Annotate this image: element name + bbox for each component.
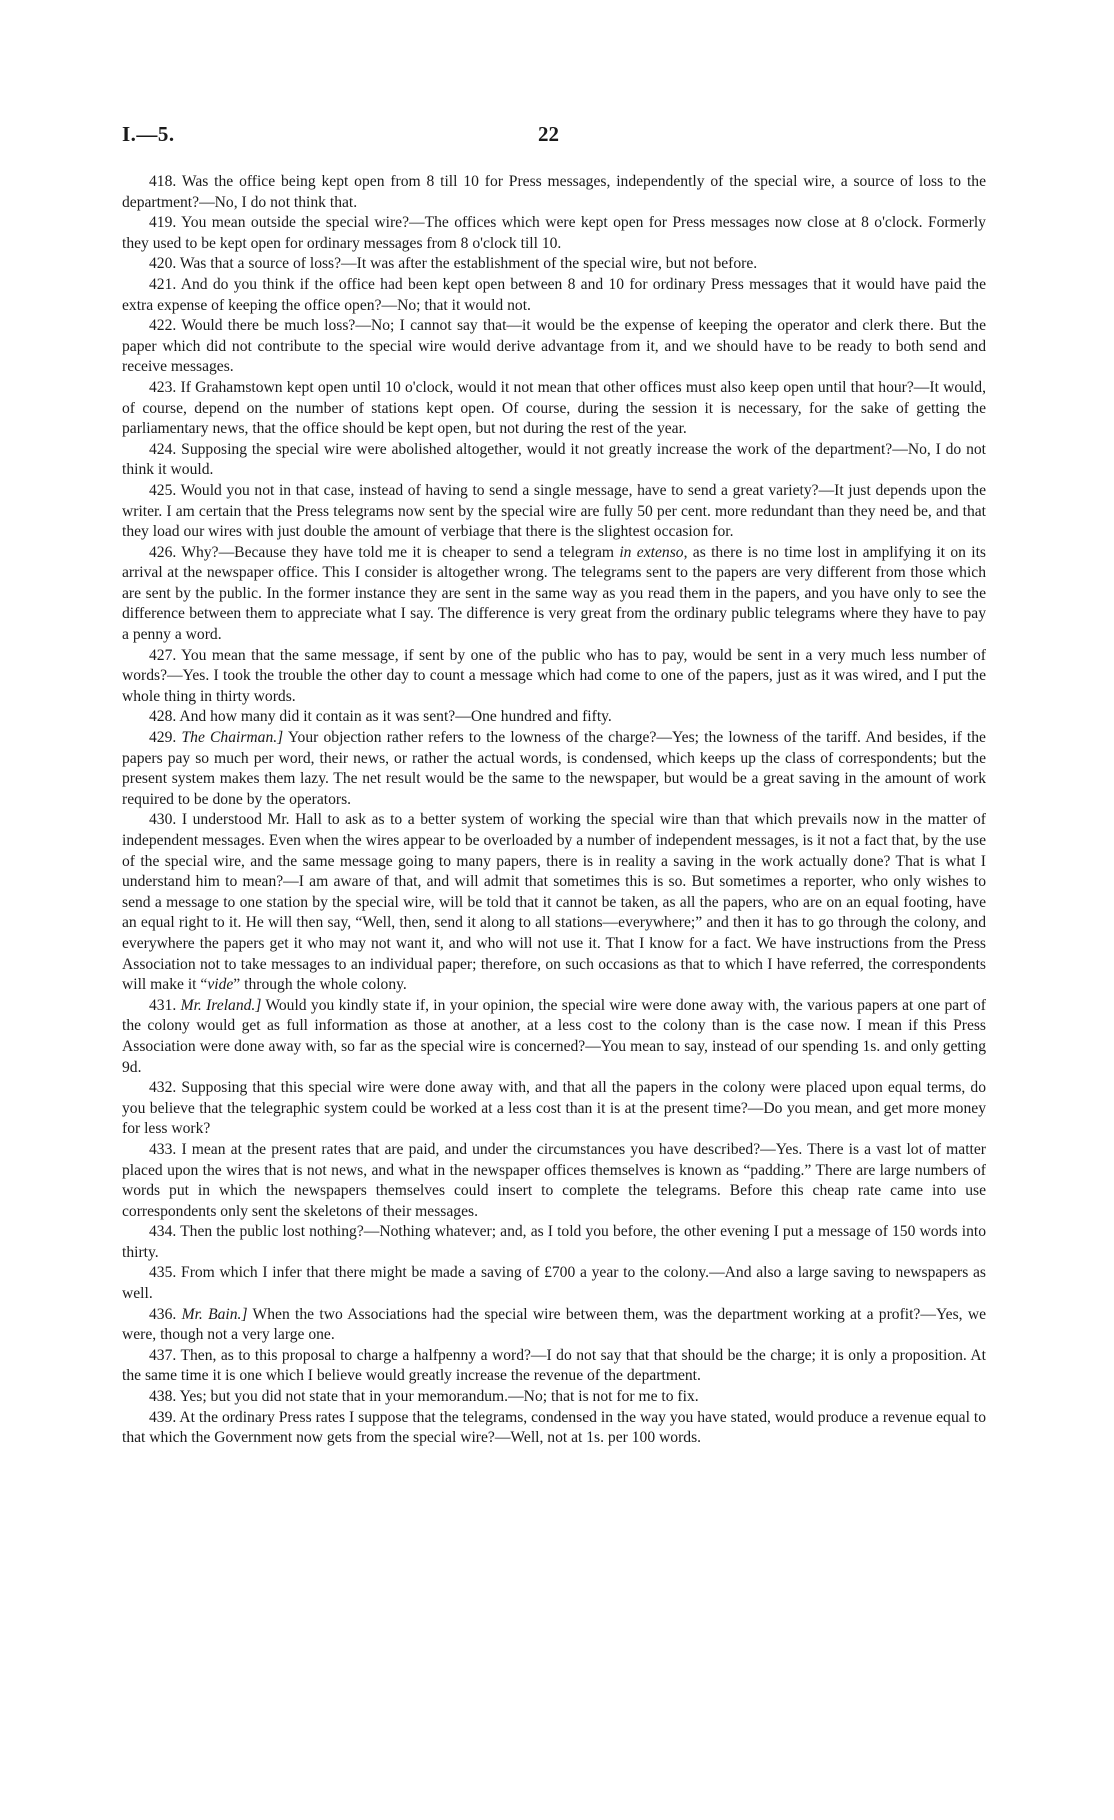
paragraph-433	[122, 1140, 986, 1222]
question-number: 427.	[149, 646, 177, 664]
question-number: 421.	[149, 275, 177, 293]
paragraph-431	[122, 996, 986, 1078]
question-number: 435.	[149, 1264, 177, 1282]
paragraph-text: At the ordinary Press rates I suppose that the telegrams, condensed in the way you have stated, would produce a revenue equal to that which the Government now gets from the special wire?—Well, not at 1s. per 100 words.	[122, 1408, 986, 1447]
paragraph-420	[122, 254, 986, 275]
question-number: 419.	[149, 214, 177, 232]
paragraph-text: , as there is no time lost in amplifying it on its arrival at the newspaper office. This I consider is altogether wrong. The telegrams sent to the papers are very different from those which are sent by the public. In the former instance they are sent in the same way as you read them in the papers, and you have only to see the difference between them to appreciate what I say. The difference is very great from the ordinary public telegrams where they have to pay a penny a word.	[122, 543, 986, 644]
paragraph-text: Would there be much loss?—No; I cannot say that—it would be the expense of keeping the operator and clerk there. But the paper which did not contribute to the special wire would derive advantage from it, and we should have to be ready to both send and receive messages.	[122, 317, 986, 376]
paragraph-429	[122, 728, 986, 810]
question-number: 434.	[149, 1223, 177, 1241]
paragraph-text: I understood Mr. Hall to ask as to a better system of working the special wire than that which prevails now in the matter of independent messages. Even when the wires appear to be overloaded by a number of independent messages, is it not a fact that, by the use of the special wire, and the same message going to many papers, there is in reality a saving in the work actually done? That is what I understand him to mean?—I am aware of that, and will admit that sometimes this is so. But sometimes a reporter, who only wishes to send a message to one station by the special wire, will be told that it cannot be taken, as all the papers, who are on an equal footing, have an equal right to it. He will then say, “Well, then, send it along to all stations—everywhere;” and then it has to go through the colony, and everywhere the papers get it who may not want it, and who will not use it. That I know for a fact. We have instructions from the Press Association not to take messages to an individual paper; therefore, on such occasions as that to which I have referred, the correspondents will make it “	[122, 811, 986, 994]
question-number: 430.	[149, 811, 177, 829]
paragraph-text: When the two Associations had the special wire between them, was the department working at a profit?—Yes, we were, though not a very large one.	[122, 1305, 986, 1344]
italic-phrase: vide	[207, 976, 234, 994]
paragraph-422	[122, 316, 986, 378]
paragraph-439	[122, 1408, 986, 1449]
paragraph-419	[122, 213, 986, 254]
question-number: 438.	[149, 1388, 177, 1406]
question-number: 423.	[149, 378, 177, 396]
paragraph-text: You mean outside the special wire?—The offices which were kept open for Press messages now close at 8 o'clock. Formerly they used to be kept open for ordinary messages from 8 o'clock till 10.	[122, 214, 986, 252]
paragraph-423	[122, 378, 986, 440]
speaker-name: Mr. Bain.]	[181, 1305, 248, 1323]
paragraph-418	[122, 172, 986, 213]
question-number: 428.	[149, 708, 177, 726]
paragraph-text: Would you kindly state if, in your opinion, the special wire were done away with, the various papers at one part of the colony would get as full information as those at another, at a less cost to the colony than is the case now. I mean if this Press Association were done away with, so far as the special wire is concerned?—You mean to say, instead of our spending 1s. and only getting 9d.	[122, 996, 986, 1076]
speaker-name: The Chairman.]	[181, 729, 284, 747]
body-text	[122, 172, 986, 1449]
paragraph-432	[122, 1078, 986, 1140]
question-number: 431.	[149, 996, 177, 1014]
paragraph-421	[122, 275, 986, 316]
paragraph-430	[122, 810, 986, 995]
paragraph-text: From which I infer that there might be made a saving of £700 a year to the colony.—And also a large saving to newspapers as well.	[122, 1264, 986, 1303]
paragraph-text: ” through the whole colony.	[233, 976, 407, 994]
paragraph-428	[122, 707, 986, 728]
question-number: 437.	[149, 1346, 177, 1364]
italic-phrase: in extenso	[619, 543, 684, 561]
paragraph-text: Supposing that this special wire were done away with, and that all the papers in the colony were placed upon equal terms, do you believe that the telegraphic system could be worked at a less cost than it is at the present time?—Do you mean, and get more money for less work?	[122, 1079, 986, 1138]
paragraph-427	[122, 646, 986, 708]
paragraph-435	[122, 1263, 986, 1304]
paragraph-437	[122, 1346, 986, 1387]
paragraph-425	[122, 481, 986, 543]
paragraph-436	[122, 1305, 986, 1346]
paragraph-426	[122, 543, 986, 646]
paragraph-text: Was that a source of loss?—It was after the establishment of the special wire, but not before.	[179, 255, 758, 273]
paragraph-text: Yes; but you did not state that in your memorandum.—No; that is not for me to fix.	[179, 1388, 699, 1406]
question-number: 420.	[149, 255, 177, 273]
paragraph-438	[122, 1387, 986, 1408]
question-number: 429.	[149, 729, 177, 747]
question-number: 426.	[149, 543, 177, 561]
paragraph-text: I mean at the present rates that are paid, and under the circumstances you have described?—Yes. There is a vast lot of matter placed upon the wires that is not news, and what in the newspaper offices themselves is known as “padding.” There are large numbers of words put in which the newspapers themselves could insert to complete the telegrams. Before this cheap rate came into use correspondents only sent the skeletons of their messages.	[122, 1140, 986, 1220]
paragraph-434	[122, 1222, 986, 1263]
paragraph-text: Was the office being kept open from 8 till 10 for Press messages, independently of the special wire, a source of loss to the department?—No, I do not think that.	[122, 173, 986, 211]
paragraph-text: Then, as to this proposal to charge a halfpenny a word?—I do not say that that should be the charge; it is only a proposition. At the same time it is one which I believe would greatly increase the revenue of the department.	[122, 1346, 986, 1385]
paragraph-text: And do you think if the office had been kept open between 8 and 10 for ordinary Press messages that it would have paid the extra expense of keeping the office open?—No; that it would not.	[122, 275, 986, 314]
page-number: 22	[538, 122, 559, 146]
paragraph-text: And how many did it contain as it was sent?—One hundred and fifty.	[179, 708, 612, 726]
paragraph-text: Why?—Because they have told me it is cheaper to send a telegram	[181, 543, 620, 561]
question-number: 424.	[149, 440, 177, 458]
question-number: 422.	[149, 317, 177, 335]
question-number: 439.	[149, 1408, 177, 1426]
question-number: 432.	[149, 1079, 177, 1097]
question-number: 425.	[149, 481, 177, 499]
paragraph-text: Would you not in that case, instead of having to send a single message, have to send a great variety?—It just depends upon the writer. I am certain that the Press telegrams now sent by the special wire are fully 50 per cent. more redundant than they need be, and that they load our wires with just double the amount of verbiage that there is the slightest occasion for.	[122, 481, 986, 541]
paragraph-text: Then the public lost nothing?—Nothing whatever; and, as I told you before, the other evening I put a message of 150 words into thirty.	[122, 1223, 986, 1261]
paragraph-text: Supposing the special wire were abolished altogether, would it not greatly increase the work of the department?—No, I do not think it would.	[122, 440, 986, 479]
paragraph-text: You mean that the same message, if sent by one of the public who has to pay, would be sent in a very much less number of words?—Yes. I took the trouble the other day to count a message which had come to one of the papers, just as it was wired, and I put the whole thing in thirty words.	[122, 646, 986, 705]
question-number: 436.	[149, 1305, 177, 1323]
paragraph-text: If Grahamstown kept open until 10 o'clock, would it not mean that other offices must also keep open until that hour?—It would, of course, depend on the number of stations kept open. Of course, during the session it is necessary, for the sake of getting the parliamentary news, that the office should be kept open, but not during the rest of the year.	[122, 378, 986, 438]
paragraph-text: Your objection rather refers to the lowness of the charge?—Yes; the lowness of the tariff. And besides, if the papers pay so much per word, their news, or rather the actual words, is condensed, which keeps up the class of correspondents; but the present system makes them lazy. The net result would be the same to the newspaper, but would be a great saving in the amount of work required to be done by the operators.	[122, 729, 986, 808]
paragraph-424	[122, 440, 986, 481]
speaker-name: Mr. Ireland.]	[180, 996, 262, 1014]
document-reference: I.—5.	[122, 122, 175, 146]
question-number: 418.	[149, 173, 177, 190]
question-number: 433.	[149, 1140, 177, 1158]
